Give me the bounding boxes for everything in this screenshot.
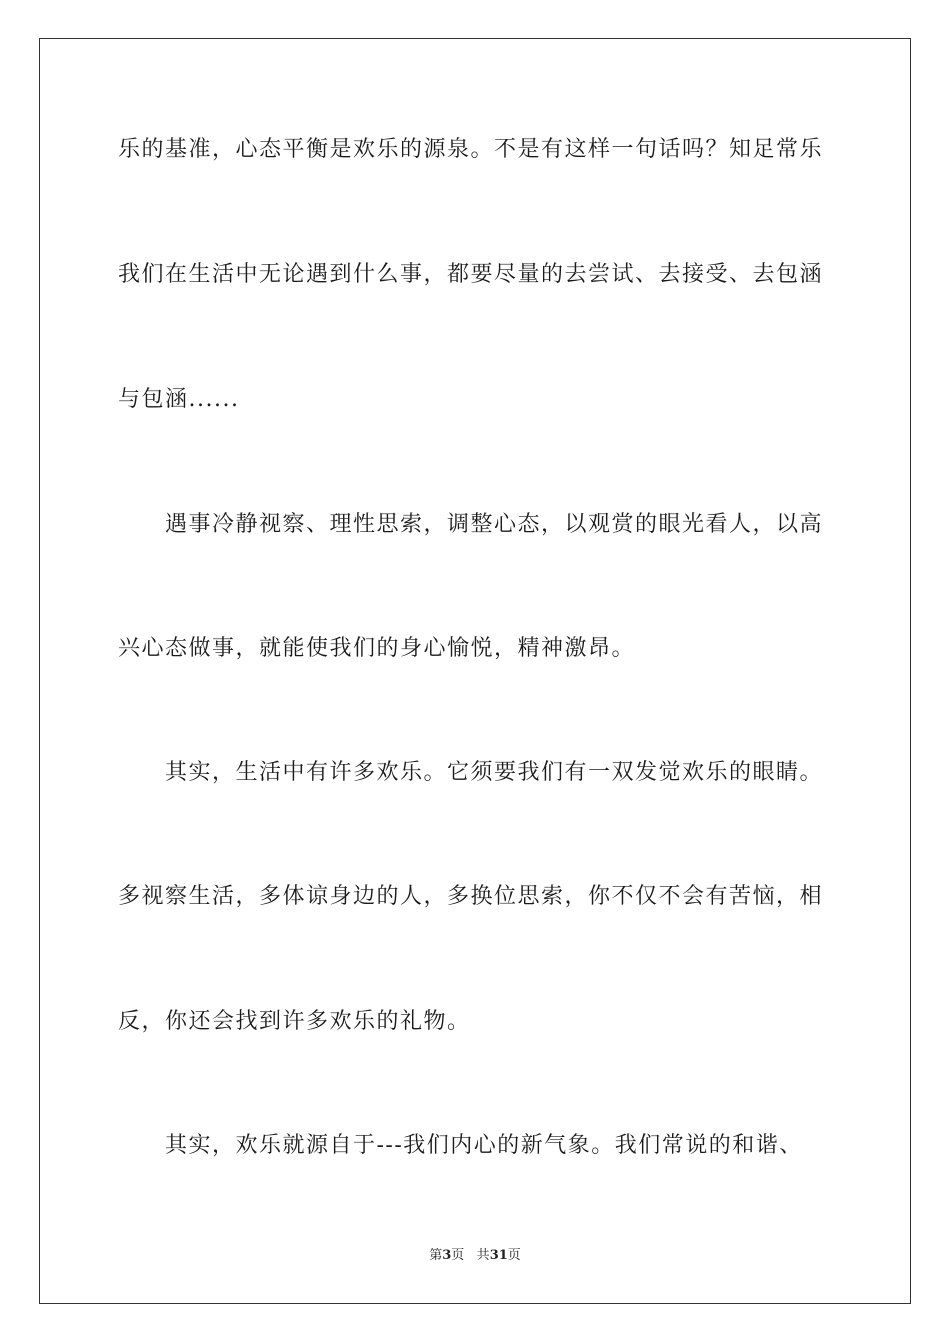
total-prefix: 共 bbox=[476, 1248, 490, 1263]
page-footer bbox=[0, 1247, 950, 1265]
page-prefix: 第 bbox=[429, 1248, 443, 1263]
paragraph-start-line: 遇事冷静视察、理性思索，调整心态，以观赏的眼光看人，以高 bbox=[165, 512, 824, 537]
page-suffix: 页 bbox=[451, 1248, 465, 1263]
total-pages: 31 bbox=[489, 1248, 508, 1263]
page-number: 3 bbox=[442, 1248, 452, 1263]
paragraph-start-line: 其实，生活中有许多欢乐。它须要我们有一双发觉欢乐的眼睛。 bbox=[165, 760, 824, 785]
text-line: 乐的基准，心态平衡是欢乐的源泉。不是有这样一句话吗？知足常乐 bbox=[118, 137, 824, 162]
paragraph-start-line: 其实，欢乐就源自于---我们内心的新气象。我们常说的和谐、 bbox=[165, 1133, 803, 1158]
text-line: 多视察生活，多体谅身边的人，多换位思索，你不仅不会有苦恼，相 bbox=[118, 884, 824, 909]
text-line: 我们在生活中无论遇到什么事，都要尽量的去尝试、去接受、去包涵 bbox=[118, 262, 824, 287]
text-line: 与包涵...... bbox=[118, 387, 240, 412]
text-line: 兴心态做事，就能使我们的身心愉悦，精神激昂。 bbox=[118, 636, 636, 661]
page-border bbox=[39, 38, 911, 1304]
total-suffix: 页 bbox=[507, 1248, 521, 1263]
text-line: 反，你还会找到许多欢乐的礼物。 bbox=[118, 1009, 471, 1034]
